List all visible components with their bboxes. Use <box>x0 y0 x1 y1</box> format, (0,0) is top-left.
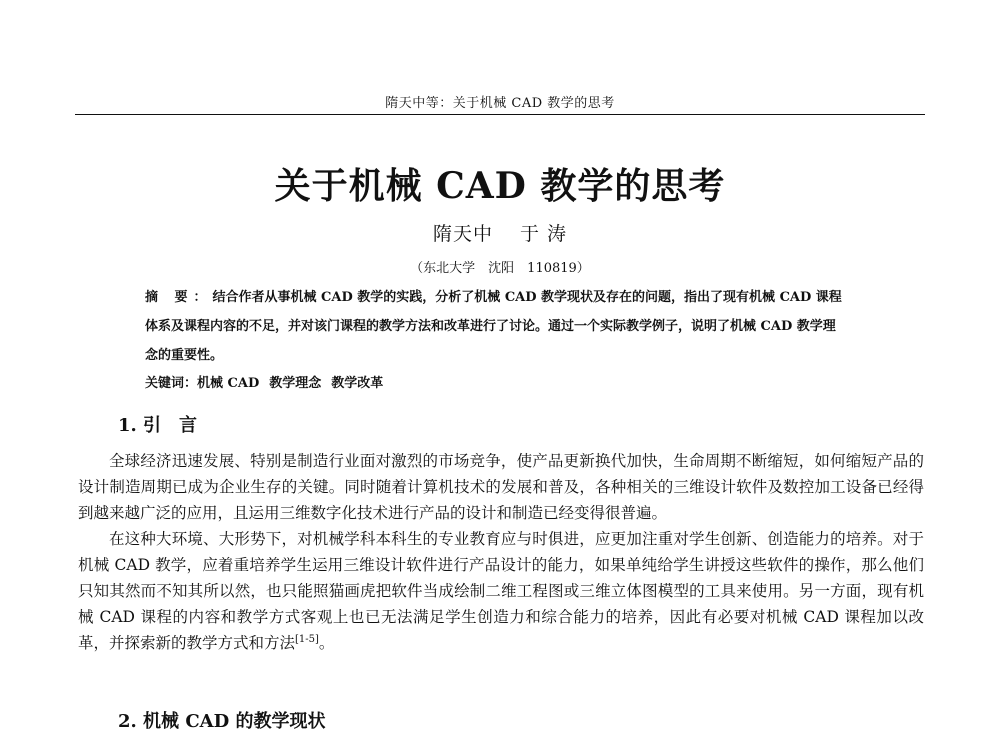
affiliation: （东北大学 沈阳 110819） <box>410 261 590 276</box>
section-heading-introduction: 1. 引 言 <box>118 415 198 436</box>
body-paragraph <box>78 526 924 656</box>
abstract-label: 摘 要： <box>145 290 213 305</box>
abstract <box>145 283 845 370</box>
abstract-text: 结合作者从事机械 CAD 教学的实践，分析了机械 CAD 教学现状及存在的问题，指出了现有机械 CAD 课程体系及课程内容的不足，并对该门课程的教学方法和改革进行了讨论。通过一个实际教学例子，说明了机械 CAD 教学理念的重要性。 <box>145 290 842 363</box>
authors: 隋天中 于 涛 <box>432 223 568 245</box>
keywords-label: 关键词： <box>145 376 198 391</box>
introduction-body <box>78 448 924 656</box>
header-rule <box>75 114 925 115</box>
body-paragraph: 全球经济迅速发展、特别是制造行业面对激烈的市场竞争，使产品更新换代加快，生命周期不断缩短，如何缩短产品的设计制造周期已成为企业生存的关键。同时随着计算机技术的发展和普及，各种相关的三维设计软件及数控加工设备已经得到越来越广泛的应用，且运用三维数字化技术进行产品的设计和制造已经变得很普遍。 <box>78 452 924 522</box>
keywords <box>145 369 845 398</box>
sentence-end: 。 <box>318 634 335 652</box>
paragraph-text: 在这种大环境、大形势下，对机械学科本科生的专业教育应与时俱进，应更加注重对学生创新、创造能力的培养。对于机械 CAD 教学，应着重培养学生运用三维设计软件进行产品设计的能力，如果单纯给学生讲授这些软件的操作，那么他们只知其然而不知其所以然，也只能照猫画虎把软件当成绘制二维工程图或三维立体图模型的工具来使用。另一方面，现有机械 CAD 课程的内容和教学方式客观上也已无法满足学生创造力和综合能力的培养，因此有必要对机械 CAD 课程加以改革，并探索新的教学方式和方法 <box>78 530 924 652</box>
citation-reference: [1-5] <box>295 633 319 645</box>
keyword-item: 教学理念 <box>269 376 322 391</box>
section-heading-status: 2. 机械 CAD 的教学现状 <box>118 711 326 732</box>
keyword-item: 机械 CAD <box>197 376 260 391</box>
paper-title: 关于机械 CAD 教学的思考 <box>274 165 726 207</box>
keyword-item: 教学改革 <box>331 376 384 391</box>
running-header: 隋天中等：关于机械 CAD 教学的思考 <box>385 96 615 111</box>
